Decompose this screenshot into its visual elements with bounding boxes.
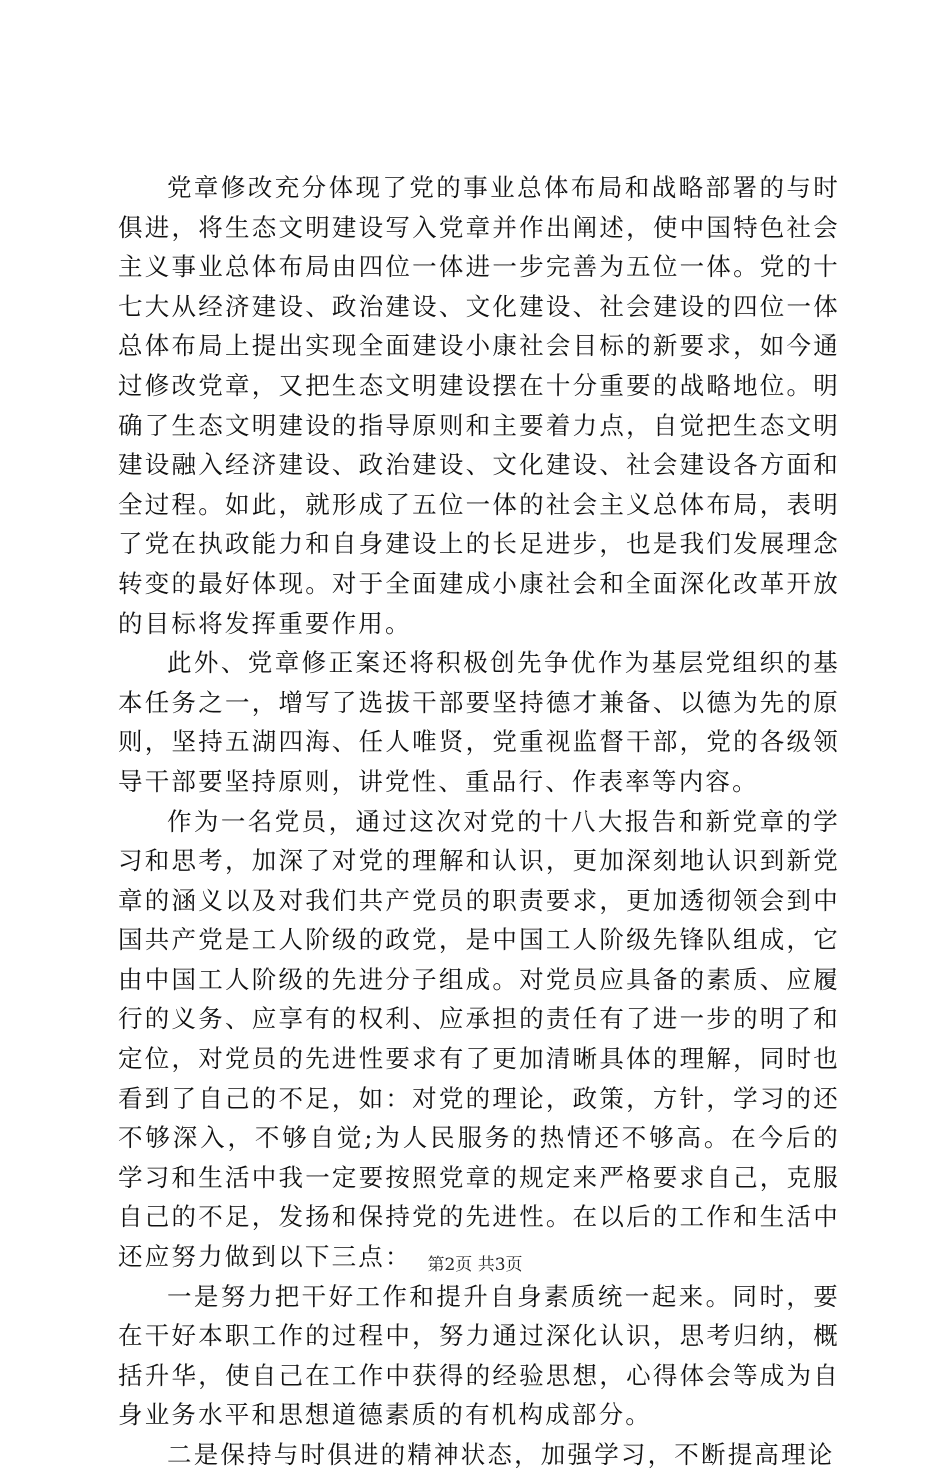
paragraph: 此外、党章修正案还将积极创先争优作为基层党组织的基本任务之一，增写了选拔干部要坚持德才兼备、以德为先的原则，坚持五湖四海、任人唯贤，党重视监督干部，党的各级领导干部要坚持原则，讲党性、重品行、作表率等内容。 [118,648,840,796]
document-body [118,168,840,1475]
paragraph: 一是努力把干好工作和提升自身素质统一起来。同时，要在干好本职工作的过程中，努力通过深化认识，思考归纳，概括升华，使自己在工作中获得的经验思想，心得体会等成为自身业务水平和思想道德素质的有机构成部分。 [118,1281,840,1430]
paragraph: 二是保持与时俱进的精神状态，加强学习，不断提高理论 [167,1440,835,1469]
paragraph: 作为一名党员，通过这次对党的十八大报告和新党章的学习和思考，加深了对党的理解和认识，更加深刻地认识到新党章的涵义以及对我们共产党员的职责要求，更加透彻领会到中国共产党是工人阶级的政党，是中国工人阶级先锋队组成，它由中国工人阶级的先进分子组成。对党员应具备的素质、应履行的义务、应享有的权利、应承担的责任有了进一步的明了和定位，对党员的先进性要求有了更加清晰具体的理解，同时也看到了自己的不足，如：对党的理论，政策，方针，学习的还不够深入，不够自觉;为人民服务的热情还不够高。在今后的学习和生活中我一定要按照党章的规定来严格要求自己，克服自己的不足，发扬和保持党的先进性。在以后的工作和生活中还应努力做到以下三点： [118,806,840,1272]
page-footer: 第2页 共3页 [427,1255,523,1275]
paragraph: 党章修改充分体现了党的事业总体布局和战略部署的与时俱进，将生态文明建设写入党章并作出阐述，使中国特色社会主义事业总体布局由四位一体进一步完善为五位一体。党的十七大从经济建设、政治建设、文化建设、社会建设的四位一体总体布局上提出实现全面建设小康社会目标的新要求，如今通过修改党章，又把生态文明建设摆在十分重要的战略地位。明确了生态文明建设的指导原则和主要着力点，自觉把生态文明建设融入经济建设、政治建设、文化建设、社会建设各方面和全过程。如此，就形成了五位一体的社会主义总体布局，表明了党在执政能力和自身建设上的长足进步，也是我们发展理念转变的最好体现。对于全面建成小康社会和全面深化改革开放的目标将发挥重要作用。 [118,173,840,638]
